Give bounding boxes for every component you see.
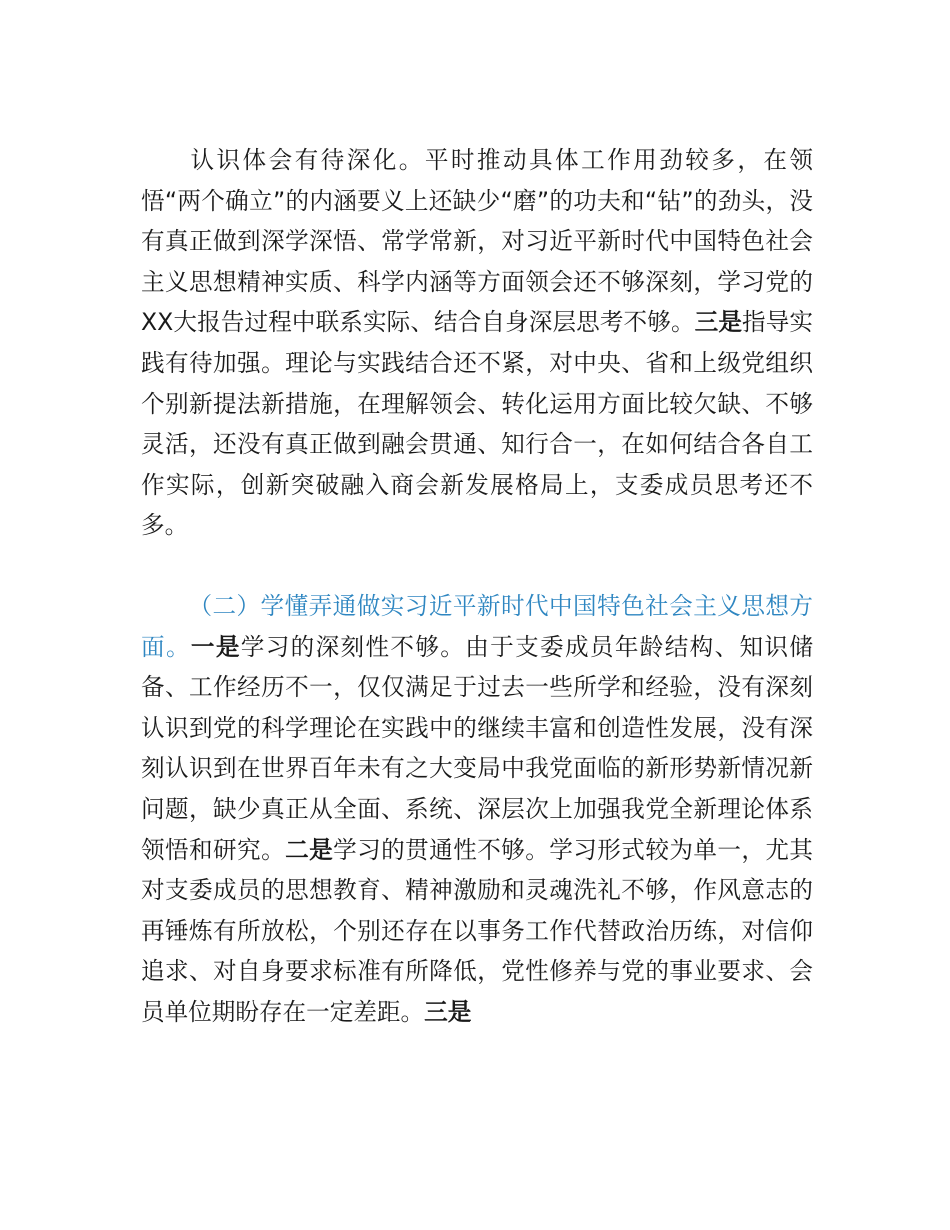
paragraph-1 [141,140,813,546]
paragraph-2-bold-marker-1: 一是 [190,632,241,661]
paragraph-2-text-run-1: 学习的深刻性不够。由于支委成员年龄结构、知识储备、工作经历不一，仅仅满足于过去一些所学和经验，没有深刻认识到党的科学理论在实践中的继续丰富和创造性发展，没有深刻认识到在世界百年未有之大变局中我党面临的新形势新情况新问题，缺少真正从全面、系统、深层次上加强我党全新理论体系领悟和研究。 [141,632,814,864]
paragraph-2-bold-marker-3: 三是 [424,997,472,1026]
paragraph-1-text-run-2: 指导实践有待加强。理论与实践结合还不紧，对中央、省和上级党组织个别新提法新措施，在理解领会、转化运用方面比较欠缺、不够灵活，还没有真正做到融会贯通、知行合一，在如何结合各自工作实际，创新突破融入商会新发展格局上，支委成员思考还不多。 [141,308,814,540]
paragraph-2-text-run-2: 学习的贯通性不够。学习形式较为单一，尤其对支委成员的思想教育、精神激励和灵魂洗礼不够，作风意志的再锤炼有所放松，个别还存在以事务工作代替政治历练，对信仰追求、对自身要求标准有所降低，党性修养与党的事业要求、会员单位期盼存在一定差距。 [141,835,814,1026]
paragraph-1-bold-marker: 三是 [694,308,743,337]
section-heading: （二）学懂弄通做实习近平新时代中国特色社会主义思想方面。 [141,592,813,661]
paragraph-1-text-run: 认识体会有待深化。平时推动具体工作用劲较多，在领悟“两个确立”的内涵要义上还缺少“磨”的功夫和“钻”的劲头，没有真正做到深学深悟、常学常新，对习近平新时代中国特色社会主义思想精神实质、科学内涵等方面领会还不够深刻，学习党的XX大报告过程中联系实际、结合自身深层思考不够。 [141,146,813,337]
paragraph-2 [141,586,813,1033]
paragraph-2-bold-marker-2: 二是 [285,835,334,864]
